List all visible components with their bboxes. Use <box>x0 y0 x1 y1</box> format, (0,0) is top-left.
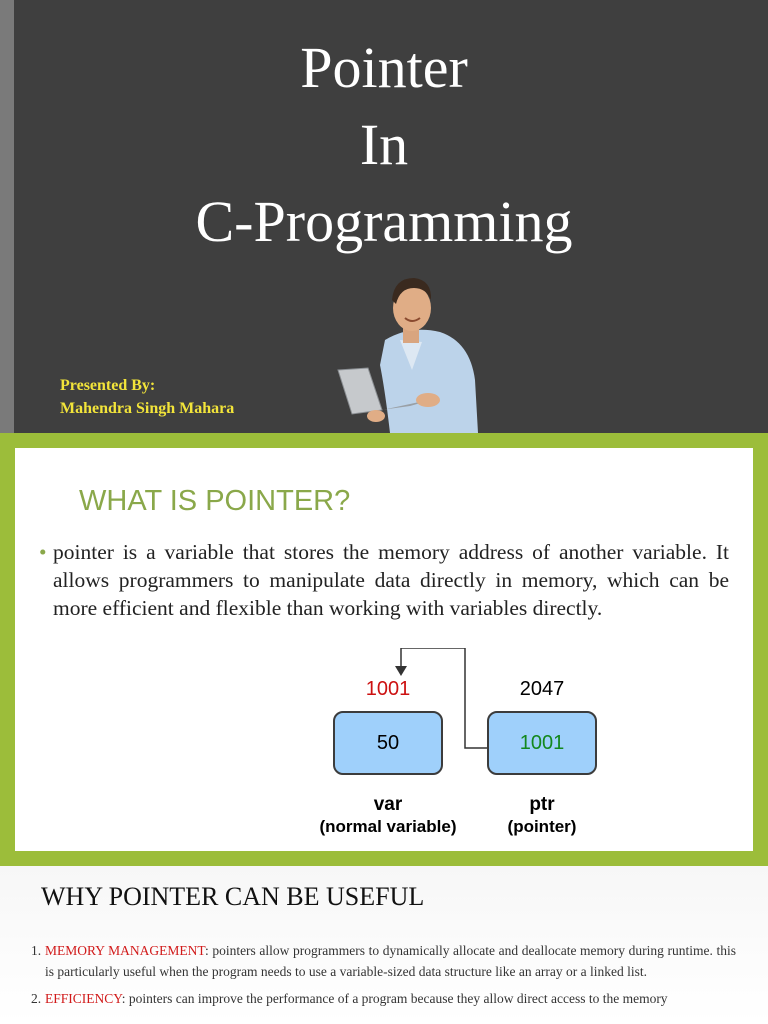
definition-panel <box>15 448 753 851</box>
bullet-icon: • <box>39 540 47 564</box>
list-text: : pointers allow programmers to dynamically allocate and deallocate memory during runtime. this is particularly useful when the program needs to use a variable-sized data structure like an array or a linked list. <box>45 943 736 979</box>
ptr-caption <box>452 794 632 838</box>
list-term: MEMORY MANAGEMENT <box>45 943 205 958</box>
presenter-label: Presented By: <box>60 377 156 394</box>
ptr-name: ptr <box>529 794 555 815</box>
title-line-1: Pointer <box>300 35 468 100</box>
slide-heading: WHAT IS POINTER? <box>79 485 351 517</box>
ptr-desc: (pointer) <box>507 817 577 836</box>
definition-slide <box>0 433 768 866</box>
usefulness-slide <box>0 866 768 1024</box>
title-line-2: In <box>359 112 409 177</box>
pointer-diagram <box>315 648 615 848</box>
list-item <box>20 940 736 982</box>
var-value: 50 <box>376 732 400 754</box>
man-with-laptop-illustration <box>330 270 490 433</box>
list-item <box>20 988 736 1009</box>
var-address: 1001 <box>365 678 411 700</box>
list-number: 1. <box>31 943 42 958</box>
usefulness-list <box>20 940 736 1015</box>
presenter-name: Mahendra Singh Mahara <box>60 400 235 417</box>
ptr-box <box>487 711 597 775</box>
presenter-block <box>60 374 234 420</box>
definition-text: pointer is a variable that stores the memory address of another variable. It allows programmers to manipulate data directly in memory, which can be more efficient and flexible than working with variables directly. <box>53 540 729 620</box>
list-text: : pointers can improve the performance of a program because they allow direct access to the memory <box>121 991 668 1006</box>
slide-heading: WHY POINTER CAN BE USEFUL <box>41 882 425 911</box>
var-name: var <box>373 794 403 815</box>
var-desc: (normal variable) <box>319 817 457 836</box>
list-number: 2. <box>31 991 42 1006</box>
var-box <box>333 711 443 775</box>
title-slide <box>0 0 768 433</box>
list-term: EFFICIENCY <box>45 991 122 1006</box>
var-caption <box>298 794 478 838</box>
ptr-value: 1001 <box>519 732 565 754</box>
ptr-address: 2047 <box>519 678 565 700</box>
title-line-3: C-Programming <box>195 189 573 254</box>
definition-bullet <box>39 538 729 622</box>
